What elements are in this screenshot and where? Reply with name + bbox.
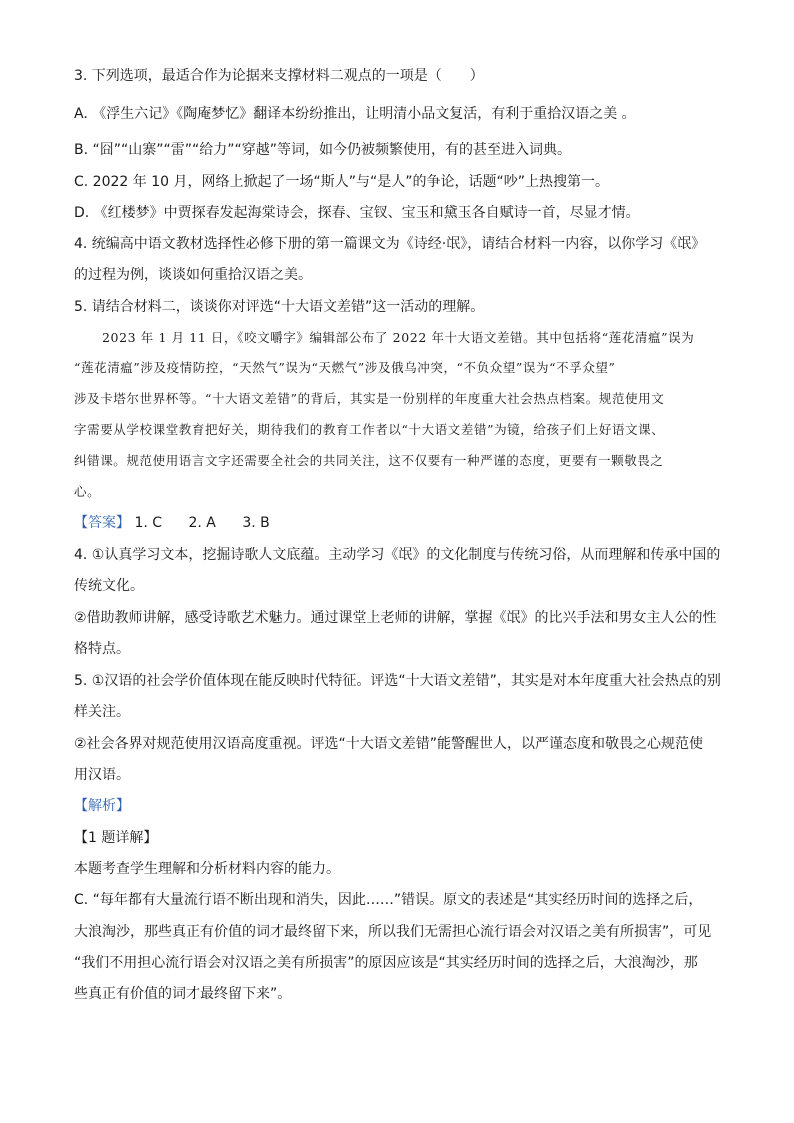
analysis-line-1: C. “每年都有大量流行语不断出现和消失，因此……”错误。原文的表述是“其实经历时间的选择之后，	[74, 892, 703, 908]
passage-line-6: 心。	[74, 484, 101, 499]
answer-row	[74, 513, 292, 533]
answer-item-3: 3. B	[242, 515, 270, 531]
answer-4-line-3: ②借助教师讲解，感受诗歌艺术魅力。通过课堂上老师的讲解，掌握《氓》的比兴手法和男女主人公的性	[74, 610, 717, 626]
question-4-line-1: 4. 统编高中语文教材选择性必修下册的第一篇课文为《诗经·氓》，请结合材料一内容，以你学习《氓》	[74, 236, 706, 252]
question-3-option-b: B. “囧”“山寨”“雷”“给力”“穿越”等词，如今仍被频繁使用，有的甚至进入词典。	[74, 142, 572, 158]
answer-item-2: 2. A	[188, 515, 216, 531]
answer-5-line-3: ②社会各界对规范使用汉语高度重视。评选“十大语文差错”能警醒世人，以严谨态度和敬畏之心规范使	[74, 736, 704, 752]
passage-line-5: 纠错课。规范使用语言文字还需要全社会的共同关注，这不仅要有一种严谨的态度，更要有一颗敬畏之	[74, 453, 664, 468]
answer-item-1: 1. C	[134, 515, 163, 531]
question-3-option-a: A. 《浮生六记》《陶庵梦忆》翻译本纷纷推出，让明清小品文复活，有利于重拾汉语之美 。	[74, 106, 636, 122]
answer-5-line-1: 5. ①汉语的社会学价值体现在能反映时代特征。评选“十大语文差错”，其实是对本年度重大社会热点的别	[74, 673, 721, 689]
answer-5-line-4: 用汉语。	[74, 767, 130, 783]
question-4-line-2: 的过程为例，谈谈如何重拾汉语之美。	[74, 267, 312, 283]
answer-4-line-2: 传统文化。	[74, 578, 144, 594]
passage-line-2: “莲花清瘟”涉及疫情防控，“天然气”误为“天燃气”涉及俄乌冲突，“不负众望”误为“不孚众望”	[74, 360, 616, 375]
question-3-option-c: C. 2022 年 10 月，网络上掀起了一场“斯人”与“是人”的争论，话题“吵”上热搜第一。	[74, 174, 609, 190]
analysis-label: 【解析】	[74, 798, 130, 814]
answer-label: 【答案】	[74, 515, 130, 531]
answer-5-line-2: 样关注。	[74, 704, 130, 720]
passage-line-3: 涉及卡塔尔世界杯等。“十大语文差错”的背后，其实是一份别样的年度重大社会热点档案。规范使用文	[74, 391, 665, 406]
answer-4-line-4: 格特点。	[74, 641, 130, 657]
passage-line-1: 2023 年 1 月 11 日，《咬文嚼字》编辑部公布了 2022 年十大语文差错。其中包括将“莲花清瘟”误为	[102, 330, 695, 345]
passage-line-4: 字需要从学校课堂教育把好关，期待我们的教育工作者以“十大语文差错”为镜，给孩子们上好语文课、	[74, 422, 665, 437]
question-3-option-d: D. 《红楼梦》中贾探春发起海棠诗会，探春、宝钗、宝玉和黛玉各自赋诗一首，尽显才情。	[74, 205, 640, 221]
analysis-line-4: 些真正有价值的词才最终留下来”。	[74, 986, 292, 1002]
answer-4-line-1: 4. ①认真学习文本，挖掘诗歌人文底蕴。主动学习《氓》的文化制度与传统习俗，从而理解和传承中国的	[74, 547, 721, 563]
analysis-line-3: “我们不用担心流行语会对汉语之美有所损害”的原因应该是“其实经历时间的选择之后，大浪淘沙，那	[74, 955, 698, 971]
question-5-stem: 5. 请结合材料二，谈谈你对评选“十大语文差错”这一活动的理解。	[74, 299, 485, 315]
analysis-intro: 本题考查学生理解和分析材料内容的能力。	[74, 861, 340, 877]
analysis-sub-label: 【1 题详解】	[74, 830, 158, 846]
question-3-stem: 3. 下列选项，最适合作为论据来支撑材料二观点的一项是（ ）	[74, 68, 484, 84]
analysis-line-2: 大浪淘沙，那些真正有价值的词才最终留下来，所以我们无需担心流行语会对汉语之美有所损害”，可见	[74, 924, 712, 940]
